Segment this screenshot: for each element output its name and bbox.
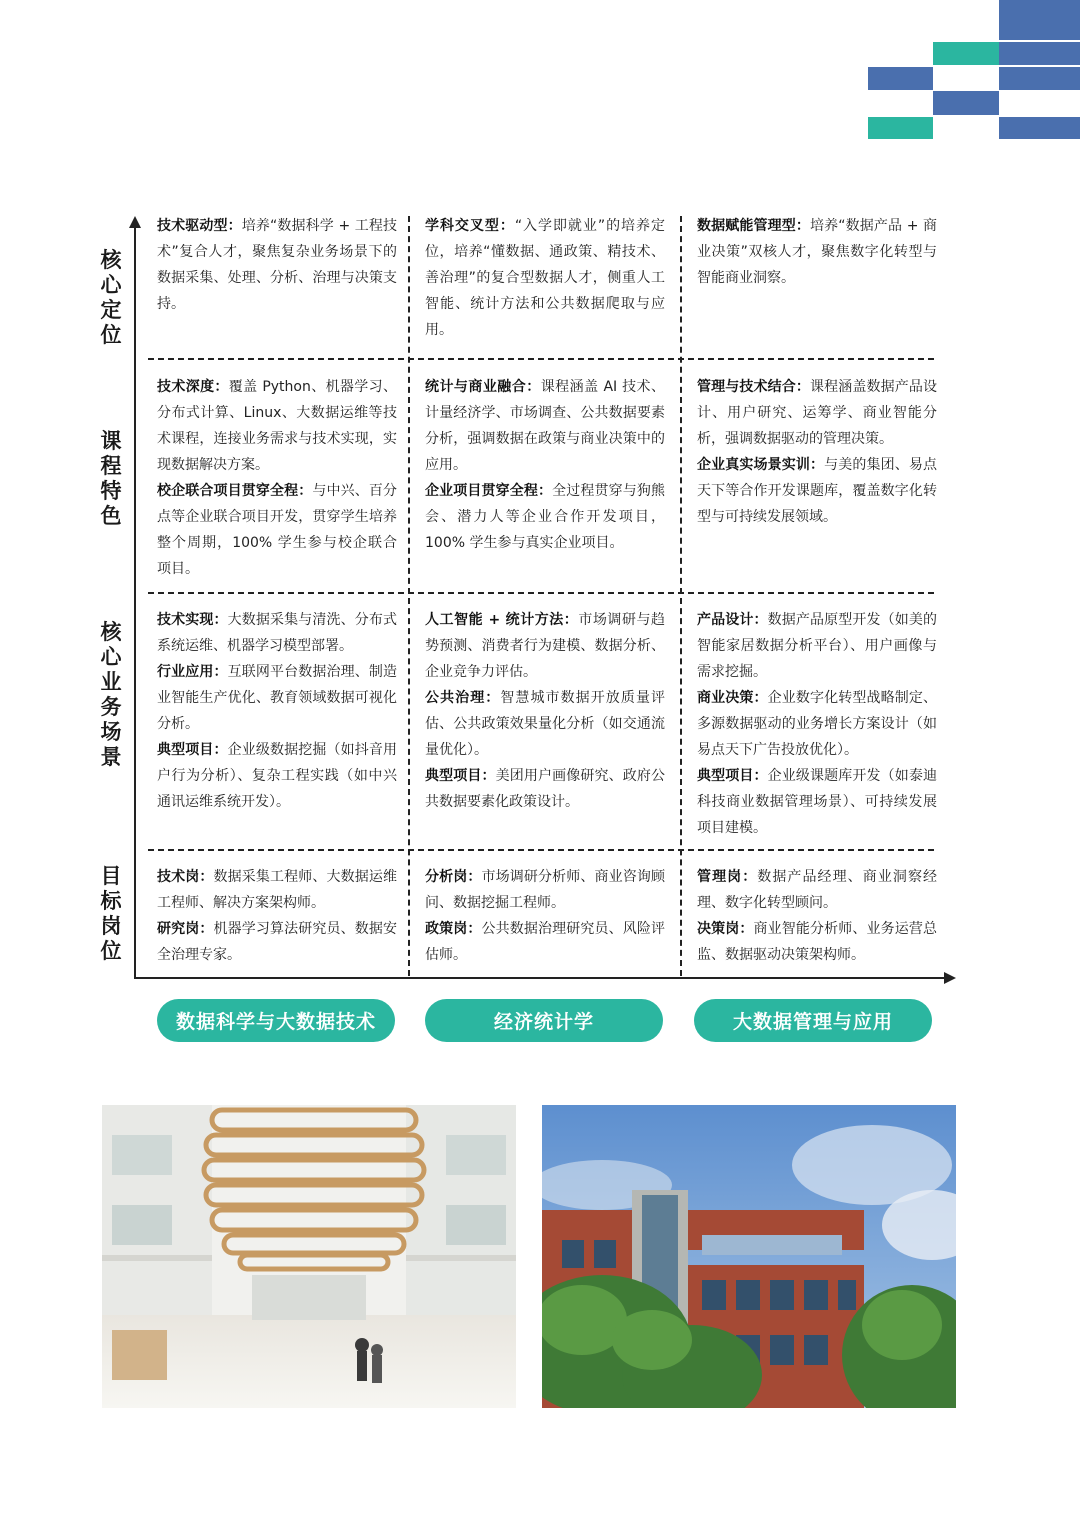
row-divider bbox=[148, 849, 934, 851]
column-label-economic-statistics: 经济统计学 bbox=[425, 999, 663, 1042]
cell-course-col2: 统计与商业融合：课程涵盖 AI 技术、计量经济学、市场调查、公共数据要素分析，强调数据在政策与商业决策中的应用。 企业项目贯穿全程：全过程贯穿与狗熊会、潜力人等企业合作开发项目，100% 学生参与真实企业项目。 bbox=[425, 379, 666, 551]
cell-course-col3: 管理与技术结合：课程涵盖数据产品设计、用户研究、运筹学、商业智能分析，强调数据驱动的管理决策。 企业真实场景实训：与美的集团、易点天下等合作开发课题库，覆盖数字化转型与可持续发展领域。 bbox=[697, 379, 937, 525]
cell-scenario-col1: 技术实现：大数据采集与清洗、分布式系统运维、机器学习模型部署。 行业应用：互联网平台数据治理、制造业智能生产优化、教育领域数据可视化分析。 典型项目：企业级数据挖掘（如抖音用户行为分析）、复杂工程实践（如中兴通讯运维系统开发）。 bbox=[157, 612, 397, 810]
column-divider bbox=[408, 216, 410, 976]
cell-course-col1: 技术深度：覆盖 Python、机器学习、分布式计算、Linux、大数据运维等技术课程，连接业务需求与技术实现，实现数据解决方案。 校企联合项目贯穿全程：与中兴、百分点等企业联合项目开发，贯穿学生培养整个周期，100% 学生参与校企联合项目。 bbox=[157, 379, 397, 577]
row-label-target-jobs: 目 标 岗 位 bbox=[100, 864, 122, 963]
cell-positioning-col3: 数据赋能管理型：培养“数据产品 + 商业决策”双核人才，聚焦数字化转型与智能商业洞察。 bbox=[697, 218, 938, 286]
corner-block bbox=[933, 42, 999, 65]
horizontal-axis bbox=[134, 977, 946, 979]
row-label-course-features: 课 程 特 色 bbox=[100, 429, 122, 528]
column-label-data-science: 数据科学与大数据技术 bbox=[157, 999, 395, 1042]
corner-block bbox=[868, 67, 933, 90]
column-label-big-data-management: 大数据管理与应用 bbox=[694, 999, 932, 1042]
corner-block bbox=[999, 67, 1080, 90]
corner-block bbox=[933, 91, 999, 115]
cell-scenario-col2: 人工智能 + 统计方法：市场调研与趋势预测、消费者行为建模、数据分析、企业竞争力评估。 公共治理：智慧城市数据开放质量评估、公共政策效果量化分析（如交通流量优化）。 典型项目：美团用户画像研究、政府公共数据要素化政策设计。 bbox=[425, 612, 666, 810]
corner-block bbox=[999, 0, 1080, 40]
column-divider bbox=[680, 216, 682, 976]
row-label-positioning: 核 心 定 位 bbox=[100, 248, 122, 347]
atrium-photo bbox=[102, 1105, 516, 1408]
corner-block bbox=[999, 117, 1080, 139]
corner-block bbox=[868, 117, 933, 139]
cell-jobs-col2: 分析岗：市场调研分析师、商业咨询顾问、数据挖掘工程师。 政策岗：公共数据治理研究员、风险评估师。 bbox=[425, 869, 665, 963]
arrow-up-icon bbox=[129, 216, 141, 228]
cell-jobs-col3: 管理岗：数据产品经理、商业洞察经理、数字化转型顾问。 决策岗：商业智能分析师、业务运营总监、数据驱动决策架构师。 bbox=[697, 869, 938, 963]
row-divider bbox=[148, 592, 934, 594]
cell-positioning-col2: 学科交叉型：“入学即就业”的培养定位，培养“懂数据、通政策、精技术、善治理”的复合型数据人才，侧重人工智能、统计方法和公共数据爬取与应用。 bbox=[425, 218, 665, 338]
arrow-right-icon bbox=[944, 972, 956, 984]
cell-jobs-col1: 技术岗：数据采集工程师、大数据运维工程师、解决方案架构师。 研究岗：机器学习算法研究员、数据安全治理专家。 bbox=[157, 869, 397, 963]
cell-positioning-col1: 技术驱动型：培养“数据科学 + 工程技术”复合人才，聚焦复杂业务场景下的数据采集、处理、分析、治理与决策支持。 bbox=[157, 218, 397, 312]
cell-scenario-col3: 产品设计：数据产品原型开发（如美的智能家居数据分析平台）、用户画像与需求挖掘。 商业决策：企业数字化转型战略制定、多源数据驱动的业务增长方案设计（如易点天下广告投放优化）。 典型项目：企业级课题库开发（如泰迪科技商业数据管理场景）、可持续发展项目建模。 bbox=[697, 612, 937, 836]
row-divider bbox=[148, 358, 934, 360]
building-photo bbox=[542, 1105, 956, 1408]
vertical-axis bbox=[134, 226, 136, 978]
corner-block bbox=[999, 42, 1080, 65]
row-label-business-scenarios: 核 心 业 务 场 景 bbox=[100, 620, 122, 769]
